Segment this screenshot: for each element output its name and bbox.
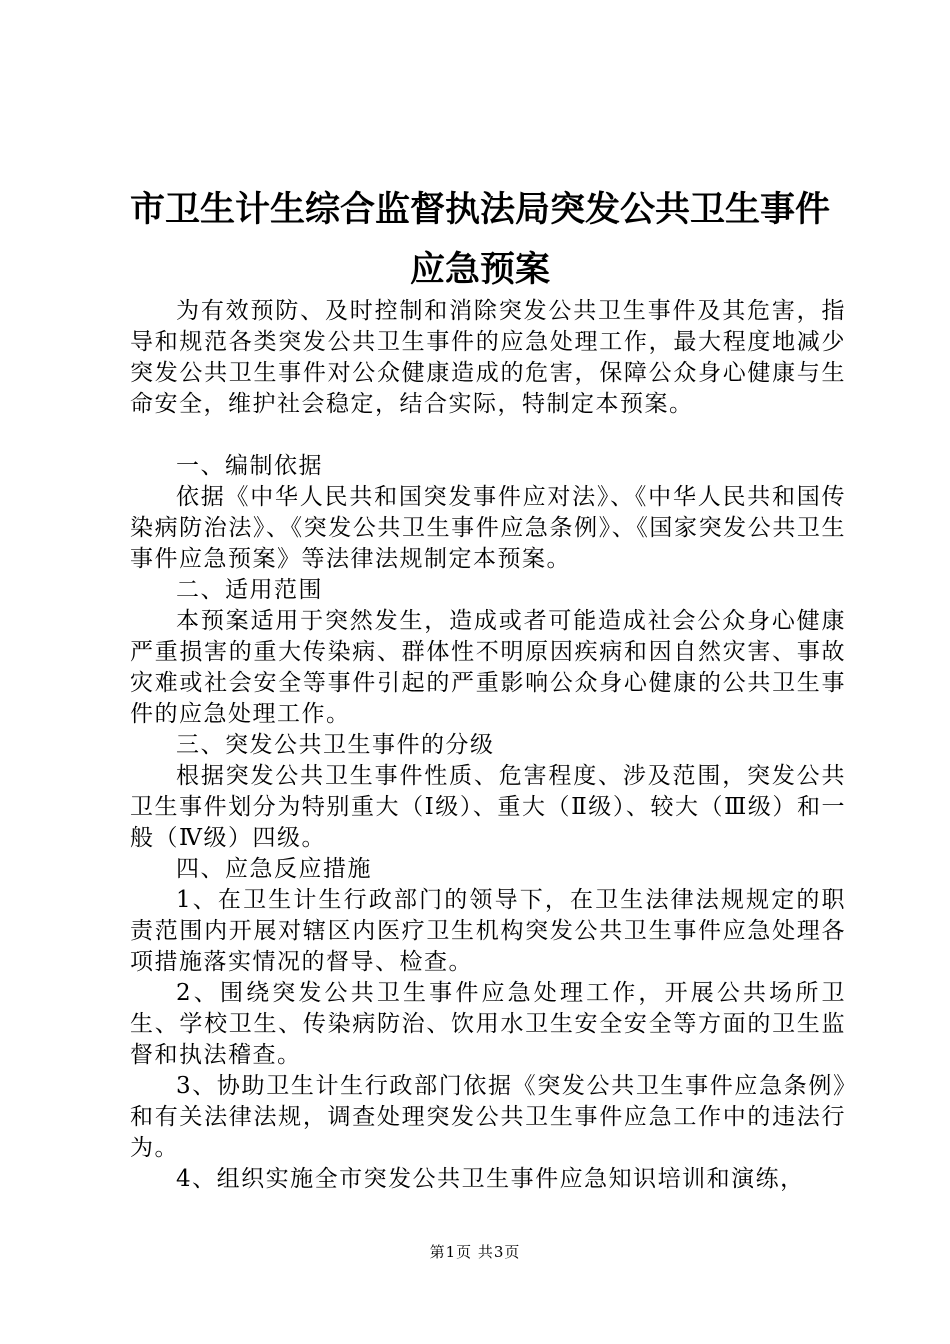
measure-item-4: 4、组织实施全市突发公共卫生事件应急知识培训和演练， [176,1166,805,1192]
section-heading-measures: 四、应急反应措施 [176,856,372,882]
grading-paragraph: 根据突发公共卫生事件性质、危害程度、涉及范围，突发公共卫生事件划分为特别重大（Ⅰ级）、重大（Ⅱ级）、较大（Ⅲ级）和一般（Ⅳ级）四级。 [130,763,846,851]
document-title-line-1: 市卫生计生综合监督执法局突发公共卫生事件 [129,190,830,230]
document-body [130,296,846,1195]
basis-paragraph: 依据《中华人民共和国突发事件应对法》、《中华人民共和国传染病防治法》、《突发公共卫生事件应急条例》、《国家突发公共卫生事件应急预案》等法律法规制定本预案。 [130,484,846,572]
scope-paragraph: 本预案适用于突然发生，造成或者可能造成社会公众身心健康严重损害的重大传染病、群体性不明原因疾病和因自然灾害、事故灾难或社会安全等事件引起的严重影响公众身心健康的公共卫生事件的应急处理工作。 [130,608,846,727]
measure-item-1: 1、在卫生计生行政部门的领导下，在卫生法律法规规定的职责范围内开展对辖区内医疗卫生机构突发公共卫生事件应急处理各项措施落实情况的督导、检查。 [130,887,846,975]
section-heading-scope: 二、适用范围 [176,577,323,603]
section-heading-grading: 三、突发公共卫生事件的分级 [176,732,495,758]
paragraph-gap [130,420,846,451]
intro-paragraph: 为有效预防、及时控制和消除突发公共卫生事件及其危害，指导和规范各类突发公共卫生事件的应急处理工作，最大程度地减少突发公共卫生事件对公众健康造成的危害，保障公众身心健康与生命安全，维护社会稳定，结合实际，特制定本预案。 [130,298,846,417]
measure-item-2: 2、围绕突发公共卫生事件应急处理工作，开展公共场所卫生、学校卫生、传染病防治、饮用水卫生安全安全等方面的卫生监督和执法稽查。 [130,980,846,1068]
page-footer: 第1页 共3页 [429,1243,521,1261]
measure-item-3: 3、协助卫生计生行政部门依据《突发公共卫生事件应急条例》和有关法律法规，调查处理突发公共卫生事件应急工作中的违法行为。 [130,1073,846,1161]
document-title-line-2: 应急预案 [409,250,550,290]
section-heading-basis: 一、编制依据 [176,453,323,479]
